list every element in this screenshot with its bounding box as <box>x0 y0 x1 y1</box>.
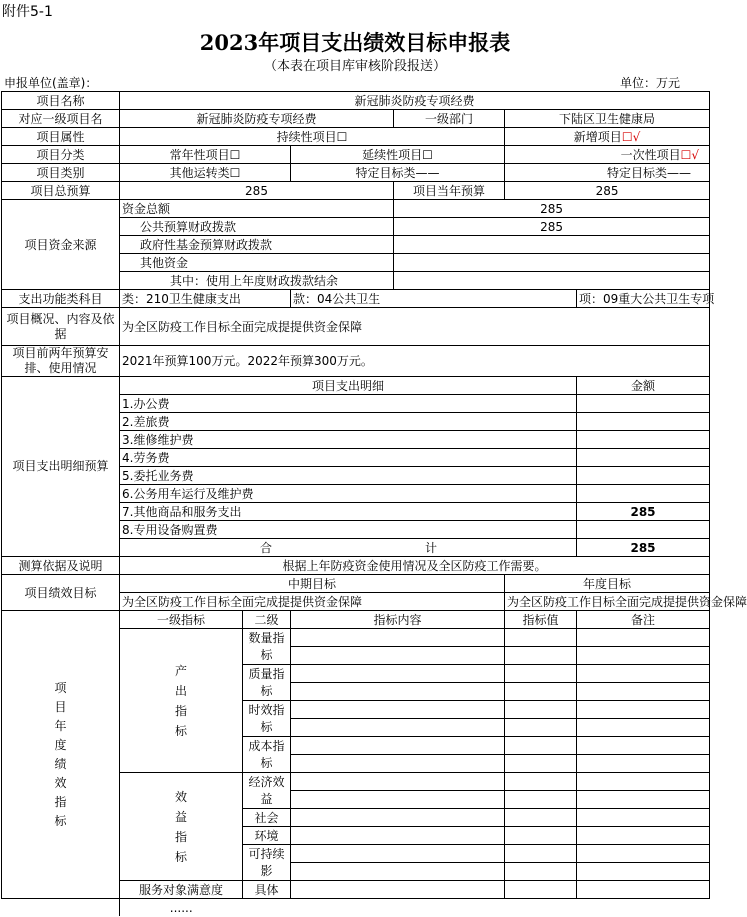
indicator-content[interactable] <box>291 701 505 719</box>
checkbox-icon[interactable]: ☐ <box>621 129 633 144</box>
detail-item-amount[interactable] <box>577 467 710 485</box>
type-label: 项目类别 <box>2 164 120 182</box>
indicator-note[interactable] <box>577 773 710 791</box>
indicator-value[interactable] <box>505 737 577 755</box>
class-extended-cell[interactable] <box>291 146 505 164</box>
indicator-value[interactable] <box>505 683 577 701</box>
check-mark: √ <box>691 147 700 162</box>
attr-continuing-text: 持续性项目 <box>276 129 337 144</box>
indicator-value[interactable] <box>505 665 577 683</box>
checkbox-icon[interactable]: ☐ <box>422 147 433 162</box>
indicator-content[interactable] <box>291 791 505 809</box>
detail-item-amount[interactable] <box>577 395 710 413</box>
indicator-note[interactable] <box>577 665 710 683</box>
indicator-value[interactable] <box>505 845 577 863</box>
indicator-content[interactable] <box>291 755 505 773</box>
indicator-value[interactable] <box>505 809 577 827</box>
funding-other-value[interactable] <box>394 254 710 272</box>
attr-continuing-cell[interactable] <box>120 128 505 146</box>
class-extended-text: 延续性项目 <box>362 147 423 162</box>
indicator-note[interactable] <box>577 629 710 647</box>
lvl1-header: 一级指标 <box>120 611 243 629</box>
indicator-value[interactable] <box>505 755 577 773</box>
indicator-note[interactable] <box>577 683 710 701</box>
overview-label: 项目概况、内容及依据 <box>2 308 120 346</box>
indicator-content[interactable] <box>291 683 505 701</box>
indicator-note[interactable] <box>577 737 710 755</box>
type-specific-goal[interactable]: 特定目标类—— <box>291 164 505 182</box>
satisfaction-item: 具体 <box>243 881 291 899</box>
indicator-value[interactable] <box>505 827 577 845</box>
prev-label: 项目前两年预算安排、使用情况 <box>2 346 120 377</box>
unit-label: 单位：万元 <box>619 76 680 90</box>
output-item: 时效指标 <box>243 701 291 737</box>
detail-item-name: 8.专用设备购置费 <box>120 521 577 539</box>
type-other-cell[interactable] <box>120 164 291 182</box>
overview-value[interactable]: 为全区防疫工作目标全面完成提提供资金保障 <box>120 308 710 346</box>
indicator-value[interactable] <box>505 881 577 899</box>
funding-total-value[interactable]: 285 <box>394 200 710 218</box>
funding-label: 项目资金来源 <box>2 200 120 290</box>
indicator-value[interactable] <box>505 629 577 647</box>
funding-gov-label: 政府性基金预算财政拨款 <box>120 236 394 254</box>
indicator-content[interactable] <box>291 773 505 791</box>
indicator-note[interactable] <box>577 701 710 719</box>
indicator-content[interactable] <box>291 737 505 755</box>
mid-goal-label: 中期目标 <box>120 575 505 593</box>
funding-gov-value[interactable] <box>394 236 710 254</box>
total-budget-label: 项目总预算 <box>2 182 120 200</box>
attr-new-text: 新增项目 <box>573 129 622 144</box>
amount-header: 金额 <box>577 377 710 395</box>
indicator-value[interactable] <box>505 647 577 665</box>
indicator-note[interactable] <box>577 809 710 827</box>
funding-carryover-value[interactable] <box>394 272 710 290</box>
indicator-value[interactable] <box>505 791 577 809</box>
detail-item-amount[interactable] <box>577 449 710 467</box>
detail-item-name: 1.办公费 <box>120 395 577 413</box>
total-value[interactable]: 285 <box>577 539 710 557</box>
output-item: 成本指标 <box>243 737 291 773</box>
output-item: 数量指标 <box>243 629 291 665</box>
indicator-note[interactable] <box>577 863 710 881</box>
indicator-note[interactable] <box>577 845 710 863</box>
detail-item-name: 4.劳务费 <box>120 449 577 467</box>
detail-item-name: 6.公务用车运行及维护费 <box>120 485 577 503</box>
dept-value[interactable]: 下陆区卫生健康局 <box>505 110 710 128</box>
detail-item-name: 5.委托业务费 <box>120 467 577 485</box>
checkbox-icon[interactable]: ☐ <box>336 129 348 144</box>
detail-item-amount[interactable] <box>577 521 710 539</box>
class-regular-cell[interactable] <box>120 146 291 164</box>
checkbox-icon[interactable]: ☐ <box>229 147 241 162</box>
indicator-note[interactable] <box>577 647 710 665</box>
corr-item-label: 对应一级项目名 <box>2 110 120 128</box>
check-mark: √ <box>632 129 641 144</box>
year-goal-value[interactable]: 为全区防疫工作目标全面完成提提供资金保障 <box>505 593 710 611</box>
funding-public-label: 公共预算财政拨款 <box>120 218 394 236</box>
total-row-label <box>120 539 577 557</box>
mid-goal-value[interactable]: 为全区防疫工作目标全面完成提提供资金保障 <box>120 593 505 611</box>
applicant-label: 申报单位(盖章)： <box>4 76 98 90</box>
funding-carryover-label: 其中：使用上年度财政拨款结余 <box>120 272 394 290</box>
function-item[interactable]: 项：09重大公共卫生专项 <box>577 290 710 308</box>
indicator-content[interactable] <box>291 881 505 899</box>
indicator-content[interactable] <box>291 719 505 737</box>
calc-value[interactable]: 根据上年防疫资金使用情况及全区防疫工作需要。 <box>120 557 710 575</box>
year-budget-value[interactable]: 285 <box>505 182 710 200</box>
output-label: 产出指标 <box>174 663 187 738</box>
indicator-value[interactable] <box>505 863 577 881</box>
detail-item-amount[interactable] <box>577 431 710 449</box>
year-budget-label: 项目当年预算 <box>394 182 505 200</box>
form-subtitle: （本表在项目库审核阶段报送） <box>263 59 446 74</box>
perf-goal-label: 项目绩效目标 <box>2 575 120 611</box>
calc-label: 测算依据及说明 <box>2 557 120 575</box>
indicator-note[interactable] <box>577 881 710 899</box>
type-specific-goal-2[interactable]: 特定目标类—— <box>505 164 710 182</box>
corr-item-value[interactable]: 新冠肺炎防疫专项经费 <box>120 110 394 128</box>
indicator-note[interactable] <box>577 827 710 845</box>
effect-item: 经济效益 <box>243 773 291 809</box>
type-other-text: 其他运转类 <box>169 165 230 180</box>
indicator-content[interactable] <box>291 665 505 683</box>
effect-item: 社会 <box>243 809 291 827</box>
function-kuan[interactable]: 款：04公共卫生 <box>291 290 577 308</box>
project-name-label: 项目名称 <box>2 92 120 110</box>
value-header: 指标值 <box>505 611 577 629</box>
dept-label: 一级部门 <box>394 110 505 128</box>
detail-item-name: 3.维修维护费 <box>120 431 577 449</box>
class-onetime-cell[interactable] <box>505 146 710 164</box>
attr-label: 项目属性 <box>2 128 120 146</box>
indicator-content[interactable] <box>291 827 505 845</box>
detail-item-name: 7.其他商品和服务支出 <box>120 503 577 521</box>
indicator-content[interactable] <box>291 629 505 647</box>
project-name-value[interactable]: 新冠肺炎防疫专项经费 <box>120 92 710 110</box>
detail-item-amount[interactable] <box>577 485 710 503</box>
indicator-note[interactable] <box>577 755 710 773</box>
funding-total-label: 资金总额 <box>120 200 394 218</box>
indicator-content[interactable] <box>291 845 505 863</box>
year-goal-label: 年度目标 <box>505 575 710 593</box>
class-onetime-text: 一次性项目 <box>620 147 681 162</box>
indicator-section-text: 项目年度绩效指标 <box>54 680 67 828</box>
detail-label: 项目支出明细预算 <box>2 377 120 557</box>
note-header: 备注 <box>577 611 710 629</box>
annex-label: 附件5-1 <box>2 4 53 20</box>
checkbox-icon[interactable]: ☐ <box>229 165 241 180</box>
output-label-cell <box>120 629 243 773</box>
satisfaction-label: 服务对象满意度 <box>120 881 243 899</box>
function-class[interactable]: 类：210卫生健康支出 <box>120 290 291 308</box>
detail-header: 项目支出明细 <box>120 377 577 395</box>
effect-item: 可持续影 <box>243 845 291 881</box>
indicator-value[interactable] <box>505 773 577 791</box>
funding-public-value[interactable]: 285 <box>394 218 710 236</box>
total-label-1: 合 <box>259 540 272 555</box>
funding-other-label: 其他资金 <box>120 254 394 272</box>
total-budget-value[interactable]: 285 <box>120 182 394 200</box>
indicator-value[interactable] <box>505 719 577 737</box>
class-regular-text: 常年性项目 <box>169 147 230 162</box>
indicator-content[interactable] <box>291 863 505 881</box>
lvl2-header: 二级 <box>243 611 291 629</box>
content-header: 指标内容 <box>291 611 505 629</box>
detail-item-amount[interactable]: 285 <box>577 503 710 521</box>
form-title: 2023年项目支出绩效目标申报表 <box>199 30 511 55</box>
indicator-section-label <box>2 611 120 899</box>
function-label: 支出功能类科目 <box>2 290 120 308</box>
effect-label-cell <box>120 773 243 881</box>
indicator-content[interactable] <box>291 809 505 827</box>
indicator-content[interactable] <box>291 647 505 665</box>
indicator-note[interactable] <box>577 791 710 809</box>
output-item: 质量指标 <box>243 665 291 701</box>
indicator-value[interactable] <box>505 701 577 719</box>
effect-label: 效益指标 <box>174 789 187 864</box>
effect-item: 环境 <box>243 827 291 845</box>
total-label-2: 计 <box>424 540 437 555</box>
checkbox-icon[interactable]: ☐ <box>680 147 692 162</box>
ellipsis: ...... <box>120 899 243 917</box>
class-label: 项目分类 <box>2 146 120 164</box>
detail-item-name: 2.差旅费 <box>120 413 577 431</box>
detail-item-amount[interactable] <box>577 413 710 431</box>
performance-form-table <box>1 91 747 916</box>
attr-new-cell[interactable] <box>505 128 710 146</box>
prev-value[interactable]: 2021年预算100万元。2022年预算300万元。 <box>120 346 710 377</box>
indicator-note[interactable] <box>577 719 710 737</box>
